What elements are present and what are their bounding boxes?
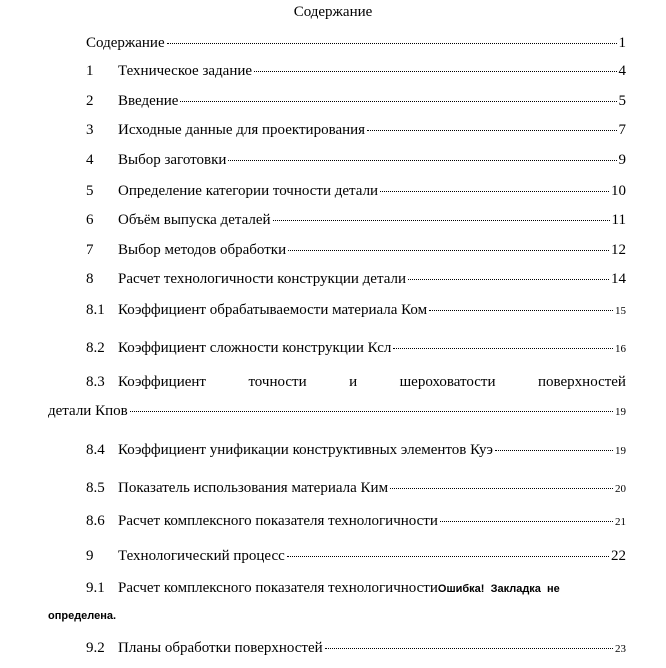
toc-entry-label: Технологический процесс (118, 548, 285, 564)
toc-entry-number: 7 (86, 242, 94, 258)
toc-entry-number: 4 (86, 152, 94, 168)
toc-entry-number: 8 (86, 271, 94, 287)
toc-entry-number: 1 (86, 63, 94, 79)
toc-entry-page: 19 (615, 406, 626, 418)
toc-entry[interactable] (86, 242, 626, 259)
toc-entry-number: 8.3 (86, 374, 105, 390)
toc-leader-dots (367, 130, 616, 131)
toc-entry-page: 11 (611, 212, 626, 228)
toc-leader-dots (429, 310, 613, 311)
toc-leader-dots (287, 556, 609, 557)
toc-entry-page: 7 (618, 122, 626, 138)
toc-entry[interactable] (86, 212, 626, 229)
toc-entry-word: и (349, 374, 358, 390)
toc-entry[interactable] (86, 35, 626, 52)
toc-entry-number: 6 (86, 212, 94, 228)
toc-entry-number: 9 (86, 548, 94, 564)
toc-leader-dots (273, 220, 610, 221)
toc-entry-label: Планы обработки поверхностей (118, 640, 323, 656)
bookmark-error-text: определена. (48, 610, 117, 622)
toc-entry-page: 9 (618, 152, 626, 168)
toc-entry-page: 10 (611, 183, 626, 199)
toc-entry[interactable] (86, 93, 626, 110)
toc-entry-label: Выбор заготовки (118, 152, 227, 168)
toc-entry-page: 19 (615, 445, 626, 457)
toc-entry-page: 14 (611, 271, 626, 287)
toc-entry-number: 5 (86, 183, 94, 199)
toc-entry-number: 2 (86, 93, 94, 109)
toc-entry-page: 22 (611, 548, 626, 564)
toc-leader-dots (180, 101, 616, 102)
toc-entry-page: 20 (615, 483, 626, 495)
toc-entry-page: 1 (618, 35, 626, 51)
toc-entry[interactable] (86, 548, 626, 565)
toc-entry-label: Коэффициент унификации конструктивных элементов Куэ (118, 442, 493, 458)
toc-entry-page: 4 (618, 63, 626, 79)
toc-leader-dots (393, 348, 613, 349)
toc-entry-label: Расчет комплексного показателя технологичности (118, 513, 438, 529)
toc-entry-line1[interactable] (86, 374, 626, 391)
toc-entry-label: Определение категории точности детали (118, 183, 379, 199)
toc-entry-label: Выбор методов обработки (118, 242, 287, 258)
toc-entry-label: Расчет технологичности конструкции детали (118, 271, 407, 287)
toc-entry-label: Введение (118, 93, 179, 109)
toc-entry-number: 8.2 (86, 340, 105, 356)
toc-entry-page: 5 (618, 93, 626, 109)
toc-entry-label: Объём выпуска деталей (118, 212, 271, 228)
toc-entry-label: Коэффициент сложности конструкции Ксл (118, 340, 392, 356)
toc-entry-page: 21 (615, 516, 626, 528)
toc-entry-number: 8.5 (86, 480, 105, 496)
toc-leader-dots (408, 279, 609, 280)
toc-entry-page: 12 (611, 242, 626, 258)
toc-title: Содержание (293, 4, 373, 20)
toc-entry[interactable] (86, 513, 626, 530)
toc-entry-number: 8.4 (86, 442, 105, 458)
toc-entry-label: Техническое задание (118, 63, 253, 79)
toc-leader-dots (440, 521, 613, 522)
toc-entry[interactable] (86, 152, 626, 169)
toc-entry-label: Исходные данные для проектирования (118, 122, 366, 138)
toc-leader-dots (495, 450, 613, 451)
toc-entry-page: 23 (615, 643, 626, 655)
toc-entry[interactable] (86, 271, 626, 288)
toc-entry-number: 8.1 (86, 302, 105, 318)
toc-entry-number: 3 (86, 122, 94, 138)
toc-entry-number: 9.1 (86, 580, 105, 596)
toc-entry-label: Расчет комплексного показателя технологичности (118, 580, 438, 596)
toc-leader-dots (288, 250, 609, 251)
toc-entry-word: Коэффициент (118, 374, 206, 390)
toc-entry[interactable] (86, 480, 626, 497)
toc-entry-page: 16 (615, 343, 626, 355)
toc-entry-label: Коэффициент обрабатываемости материала Ком (118, 302, 428, 318)
toc-entry[interactable] (86, 302, 626, 319)
toc-entry[interactable] (86, 580, 626, 597)
toc-leader-dots (380, 191, 609, 192)
toc-entry[interactable] (86, 63, 626, 80)
toc-entry-page: 15 (615, 305, 626, 317)
toc-leader-dots (228, 160, 616, 161)
toc-entry-word: шероховатости (399, 374, 496, 390)
toc-leader-dots (390, 488, 613, 489)
toc-entry-word: точности (248, 374, 307, 390)
toc-leader-dots (130, 411, 613, 412)
bookmark-error-text: Ошибка! Закладка не (437, 583, 560, 595)
toc-leader-dots (325, 648, 613, 649)
toc-entry-line2[interactable] (48, 403, 626, 420)
toc-entry-label: Показатель использования материала Ким (118, 480, 389, 496)
toc-entry-number: 8.6 (86, 513, 105, 529)
toc-entry[interactable] (86, 640, 626, 657)
toc-leader-dots (254, 71, 616, 72)
toc-entry-label: Содержание (86, 35, 165, 51)
toc-entry[interactable] (86, 340, 626, 357)
toc-entry[interactable] (86, 442, 626, 459)
toc-entry[interactable] (86, 183, 626, 200)
toc-entry-number: 9.2 (86, 640, 105, 656)
toc-entry-word: поверхностей (537, 374, 626, 390)
toc-entry-label: детали Кпов (48, 403, 128, 419)
toc-entry[interactable] (86, 122, 626, 139)
toc-entry-error-line2 (48, 610, 626, 622)
toc-leader-dots (167, 43, 617, 44)
